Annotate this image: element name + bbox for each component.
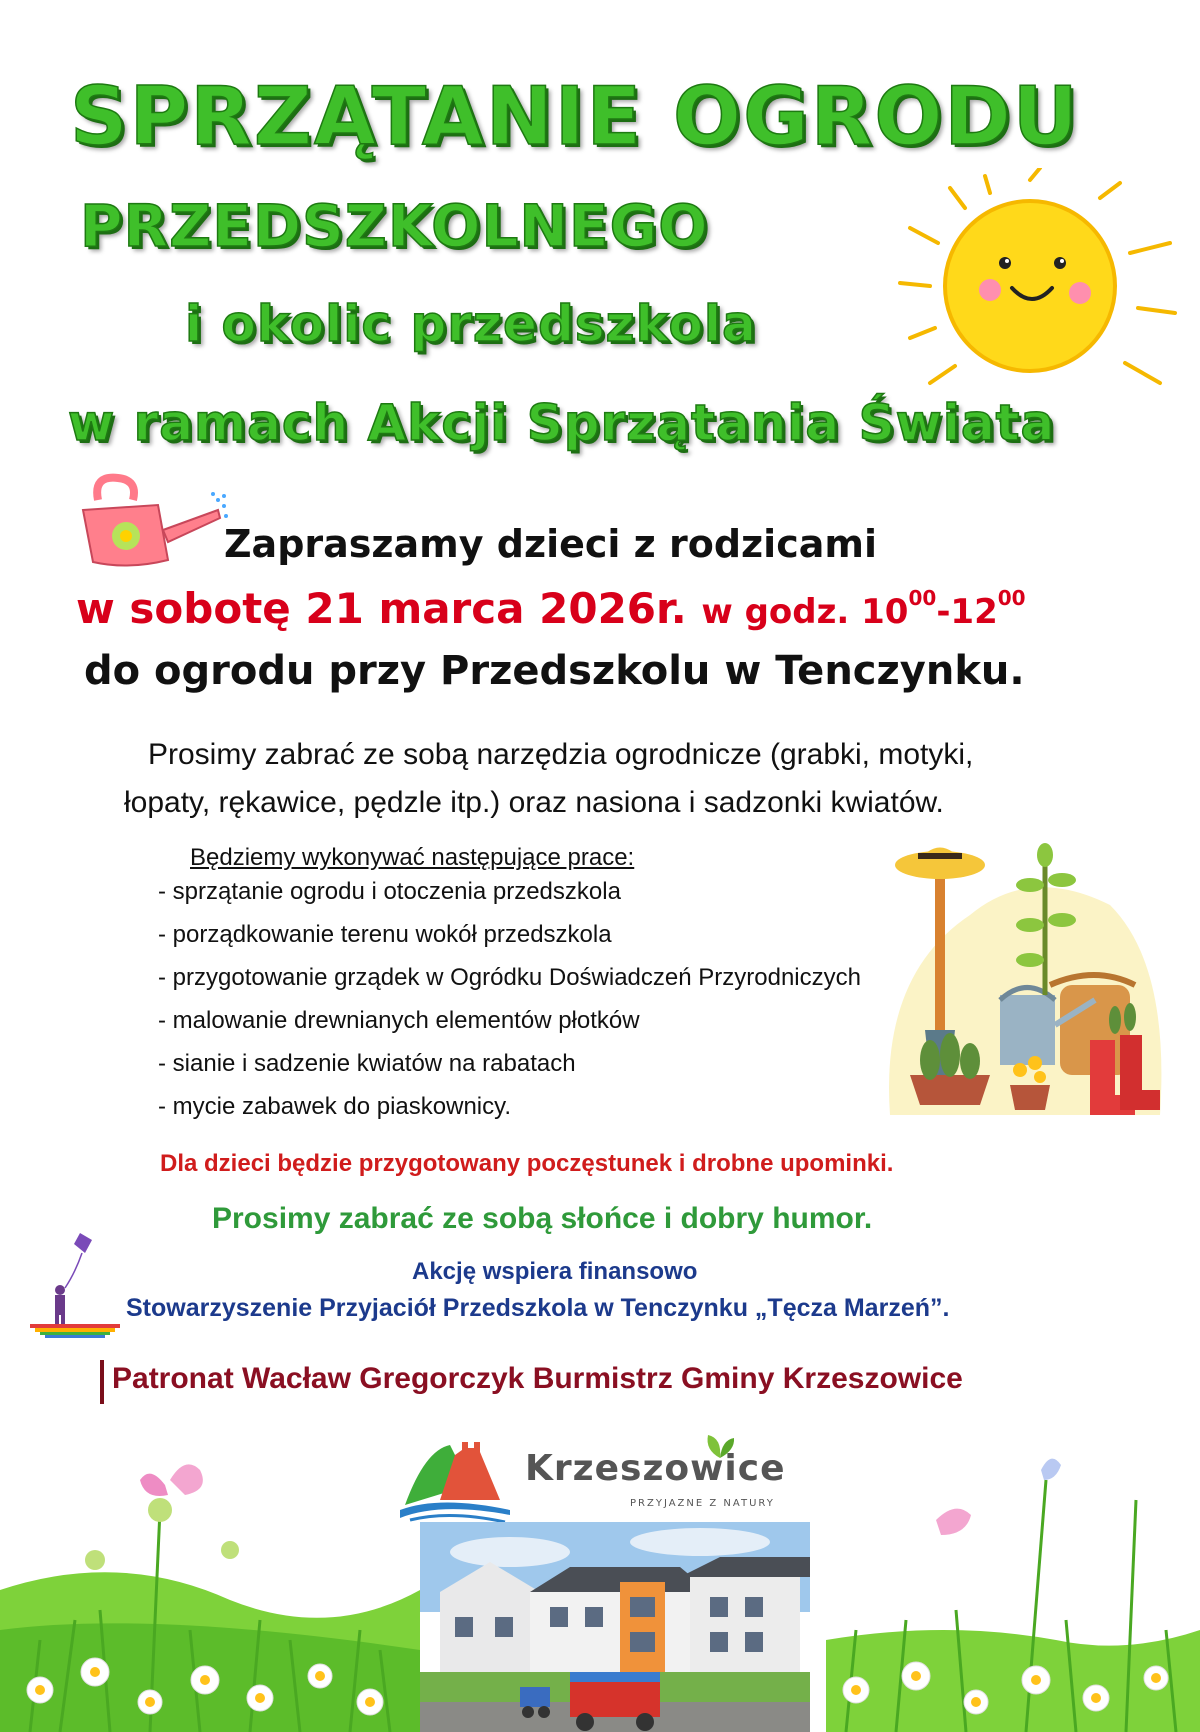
list-item: - mycie zabawek do piaskownicy.	[158, 1093, 512, 1120]
kite-child-icon	[30, 1228, 120, 1338]
invitation-line-1: Zapraszamy dzieci z rodzicami	[224, 522, 877, 566]
humor-text: Prosimy zabrać ze sobą słońce i dobry humor.	[212, 1202, 873, 1235]
support-line-1: Akcję wspiera finansowo	[412, 1258, 698, 1285]
title-line-1: SPRZĄTANIE OGRODU	[70, 70, 1080, 163]
invitation-line-3: do ogrodu przy Przedszkolu w Tenczynku.	[84, 648, 1025, 694]
list-item: - porządkowanie terenu wokół przedszkola	[158, 921, 612, 948]
title-line-4: w ramach Akcji Sprzątania Świata	[68, 394, 1056, 452]
list-item: - przygotowanie grządek w Ogródku Doświadczeń Przyrodniczych	[158, 964, 861, 991]
meadow-icon	[826, 1440, 1200, 1732]
treat-text: Dla dzieci będzie przygotowany poczęstunek i drobne upominki.	[160, 1150, 894, 1177]
list-item: - sianie i sadzenie kwiatów na rabatach	[158, 1050, 576, 1077]
request-line-1: Prosimy zabrać ze sobą narzędzia ogrodnicze (grabki, motyki,	[148, 738, 974, 771]
list-item: - malowanie drewnianych elementów płotków	[158, 1007, 640, 1034]
logo-tagline: PRZYJAZNE Z NATURY	[630, 1498, 775, 1509]
list-item: - sprzątanie ogrodu i otoczenia przedszkola	[158, 878, 621, 905]
patron-accent-bar	[100, 1360, 104, 1404]
patron-text: Patronat Wacław Gregorczyk Burmistrz Gminy Krzeszowice	[112, 1362, 963, 1395]
hours-start-sup: 00	[908, 586, 937, 610]
support-line-2: Stowarzyszenie Przyjaciół Przedszkola w Tenczynku „Tęcza Marzeń”.	[126, 1294, 950, 1322]
sun-icon	[890, 168, 1190, 418]
krzeszowice-logo	[400, 1430, 800, 1530]
request-line-2: łopaty, rękawice, pędzle itp.) oraz nasiona i sadzonki kwiatów.	[124, 786, 944, 819]
preschool-photo-icon	[420, 1522, 810, 1732]
hours-end-sup: 00	[997, 586, 1026, 610]
invitation-date: w sobotę 21 marca 2026r.	[76, 584, 687, 633]
hours-prefix: w godz. 10	[701, 592, 909, 632]
tasks-list	[158, 878, 861, 1136]
meadow-icon	[0, 1440, 420, 1732]
logo-name: Krzeszowice	[525, 1448, 786, 1489]
invitation-hours	[701, 586, 1026, 632]
title-line-2: PRZEDSZKOLNEGO	[80, 192, 709, 260]
invitation-date-line	[76, 584, 1026, 633]
garden-tools-icon	[880, 825, 1165, 1125]
tasks-heading: Będziemy wykonywać następujące prace:	[190, 844, 635, 871]
hours-end: -12	[936, 592, 998, 632]
watering-can-icon	[68, 470, 228, 580]
title-line-3: i okolic przedszkola	[185, 295, 757, 353]
